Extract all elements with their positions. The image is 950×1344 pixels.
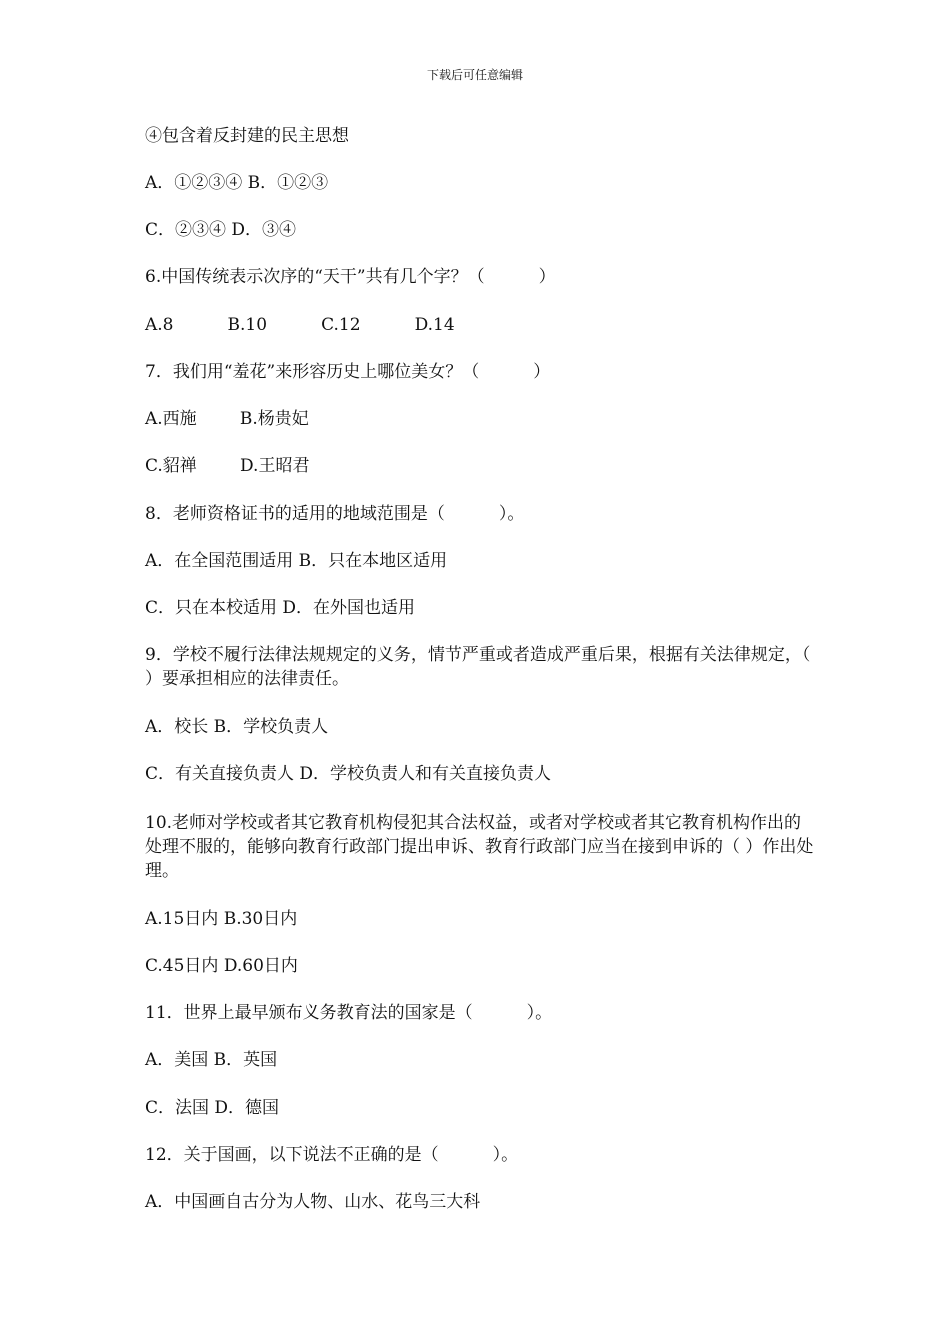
options-q9-ab: A．校长 B．学校负责人 — [145, 717, 329, 737]
option-line: ④包含着反封建的民主思想 — [145, 126, 349, 146]
question-9: 9．学校不履行法律法规规定的义务，情节严重或者造成严重后果，根据有关法律规定，（ ）要承担相应的法律责任。 — [145, 645, 811, 689]
options-q11-ab: A．美国 B．英国 — [145, 1050, 278, 1070]
question-11: 11．世界上最早颁布义务教育法的国家是（ ）。 — [145, 1003, 553, 1023]
options-q8-cd: C．只在本校适用 D．在外国也适用 — [145, 598, 416, 618]
question-12: 12．关于国画，以下说法不正确的是（ ）。 — [145, 1145, 519, 1165]
question-8: 8．老师资格证书的适用的地域范围是（ ）。 — [145, 504, 525, 524]
options-q8-ab: A．在全国范围适用 B．只在本地区适用 — [145, 551, 448, 571]
options-q11-cd: C．法国 D．德国 — [145, 1098, 280, 1118]
options-q5-ab: A．①②③④ B．①②③ — [145, 173, 329, 193]
options-q5-cd: C．②③④ D．③④ — [145, 220, 297, 240]
options-q12-a: A．中国画自古分为人物、山水、花鸟三大科 — [145, 1192, 481, 1212]
question-6: 6.中国传统表示次序的“天干”共有几个字？（ ） — [145, 267, 556, 287]
question-10: 10.老师对学校或者其它教育机构侵犯其合法权益，或者对学校或者其它教育机构作出的处理不服的，能够向教育行政部门提出申诉、教育行政部门应当在接到申诉的（ ）作出处理。 — [145, 813, 814, 881]
question-7: 7．我们用“羞花”来形容历史上哪位美女？（ ） — [145, 362, 551, 382]
options-q7-ab: A.西施 B.杨贵妃 — [145, 409, 309, 429]
page-header: 下载后可任意编辑 — [426, 68, 523, 82]
options-q6: A.8 B.10 C.12 D.14 — [145, 315, 455, 335]
options-q9-cd: C．有关直接负责人 D．学校负责人和有关直接负责人 — [145, 764, 552, 784]
options-q7-cd: C.貂禅 D.王昭君 — [145, 456, 310, 476]
options-q10-cd: C.45日内 D.60日内 — [145, 956, 298, 976]
options-q10-ab: A.15日内 B.30日内 — [145, 909, 298, 929]
